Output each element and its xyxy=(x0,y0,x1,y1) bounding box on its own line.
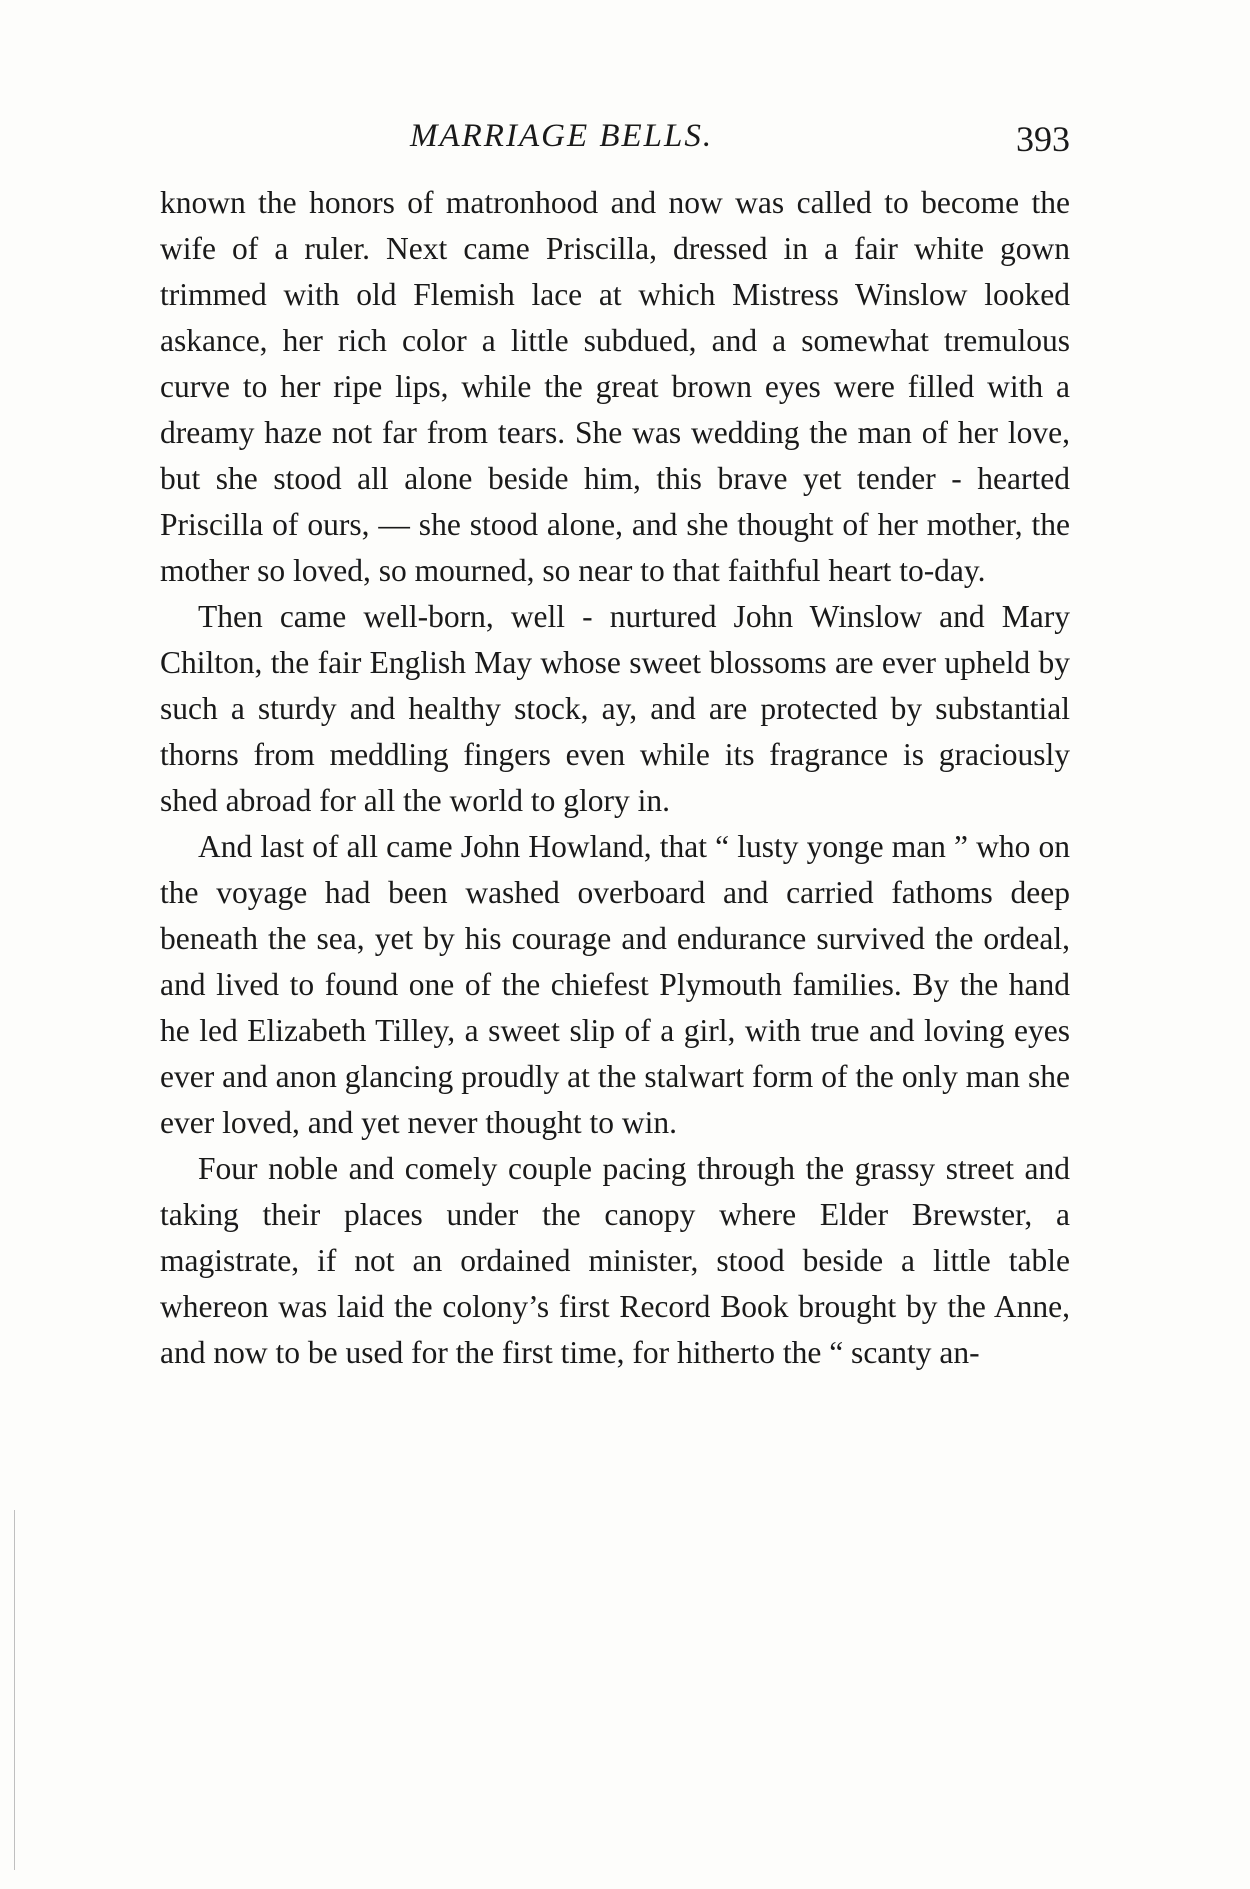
scan-edge-line xyxy=(14,1510,15,1870)
page-header xyxy=(160,118,1070,168)
page-number: 393 xyxy=(1016,119,1070,159)
paragraph-howland-tilley: And last of all came John Howland, that “ lusty yonge man ” who on the voyage had been washed overboard and carried fathoms deep beneath the sea, yet by his courage and endurance survived the ordeal, and lived to found one of the chiefest Plymouth families. By the hand he led Elizabeth Tilley, a sweet slip of a girl, with true and loving eyes ever and anon glancing proudly at the stalwart form of the only man she ever loved, and yet never thought to win. xyxy=(160,829,1070,1140)
body-text xyxy=(160,180,1070,1376)
paragraph-four-couples: Four noble and comely couple pacing through the grassy street and taking their places under the canopy where Elder Brewster, a magistrate, if not an ordained minister, stood beside a little table whereon was laid the colony’s first Record Book brought by the Anne, and now to be used for the first time, for hitherto the “ scanty an- xyxy=(160,1151,1070,1370)
running-title: MARRIAGE BELLS. xyxy=(410,118,714,154)
paragraph-winslow-chilton: Then came well-born, well - nurtured John Winslow and Mary Chilton, the fair English May whose sweet blossoms are ever upheld by such a sturdy and healthy stock, ay, and are protected by substantial thorns from meddling fingers even while its fragrance is graciously shed abroad for all the world to glory in. xyxy=(160,599,1070,818)
paragraph-continued: known the honors of matronhood and now was called to become the wife of a ruler. Next came Priscilla, dressed in a fair white gown trimmed with old Flemish lace at which Mistress Winslow looked askance, her rich color a little subdued, and a somewhat tremulous curve to her ripe lips, while the great brown eyes were filled with a dreamy haze not far from tears. She was wedding the man of her love, but she stood all alone beside him, this brave yet tender - hearted Priscilla of ours, — she stood alone, and she thought of her mother, the mother so loved, so mourned, so near to that faithful heart to-day. xyxy=(160,185,1070,588)
